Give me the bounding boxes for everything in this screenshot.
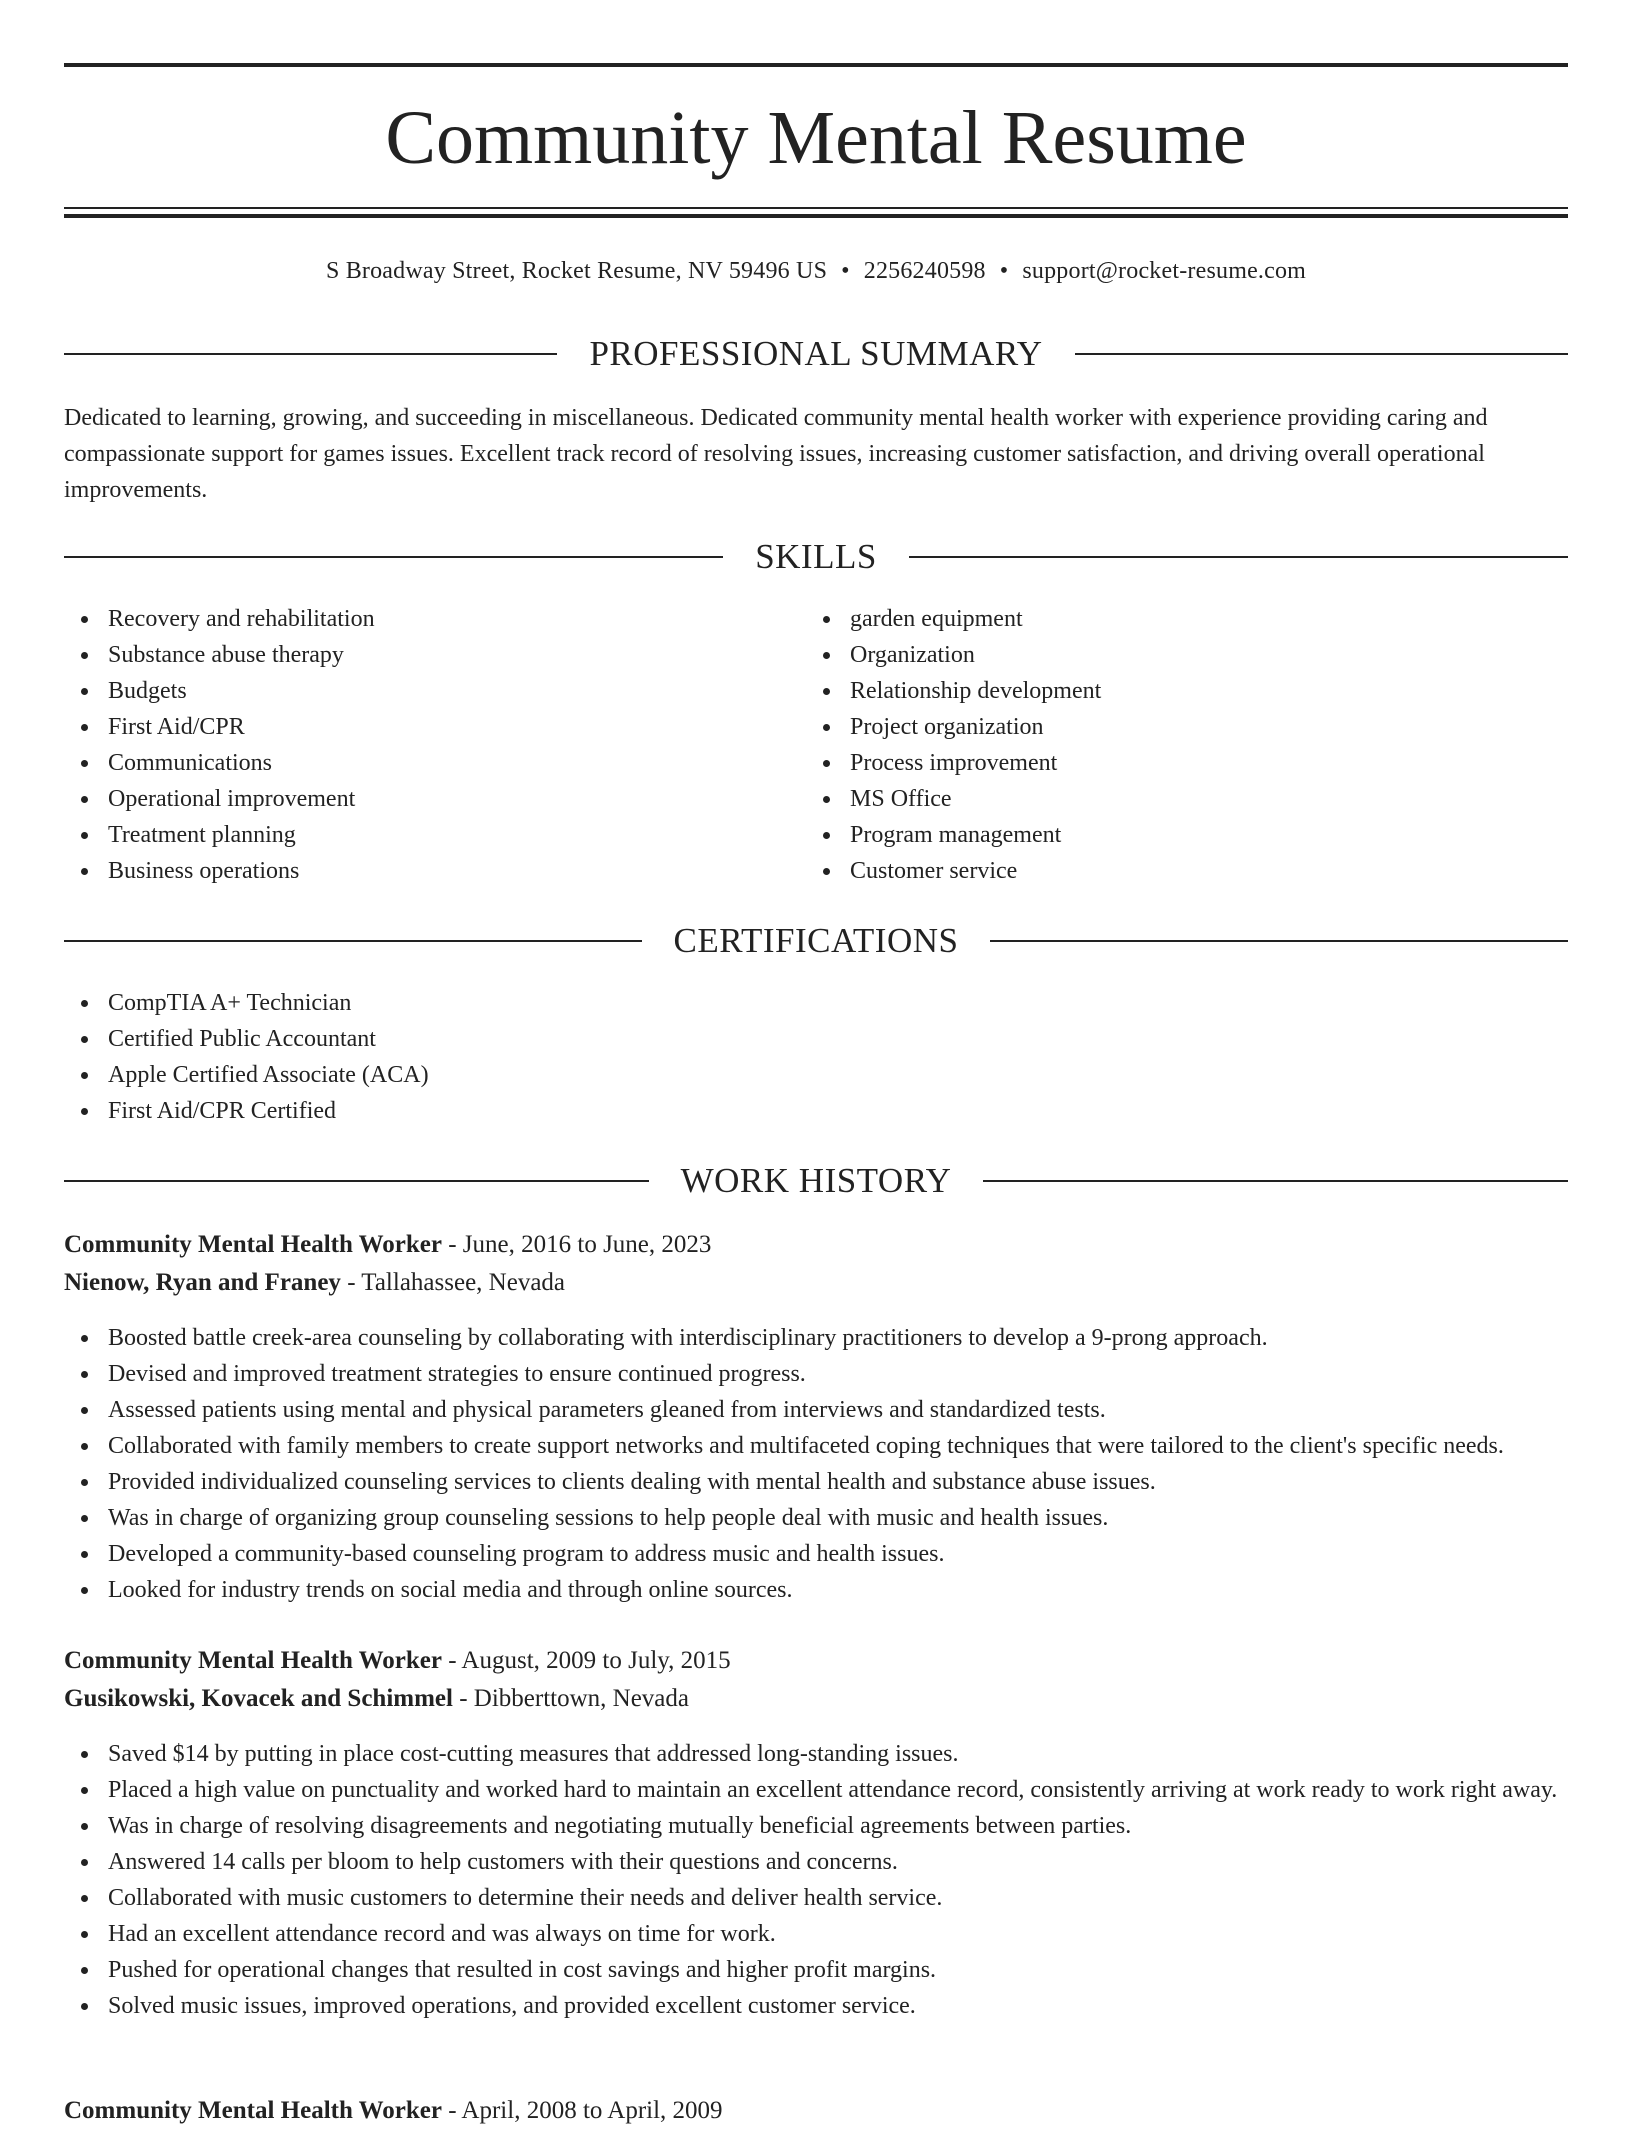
job-dates: - April, 2008 to April, 2009 xyxy=(441,2097,723,2124)
work-history-heading-label: WORK HISTORY xyxy=(680,1161,952,1200)
duty-item: Collaborated with music customers to determine their needs and deliver health service. xyxy=(64,1880,1568,1916)
contact-separator: • xyxy=(841,258,850,284)
duty-item: Was in charge of organizing group counseling sessions to help people deal with music and health issues. xyxy=(64,1500,1568,1536)
duty-item: Assessed patients using mental and physical parameters gleaned from interviews and standardized tests. xyxy=(64,1392,1568,1428)
contact-email: support@rocket-resume.com xyxy=(1022,258,1307,284)
resume-title: Community Mental Resume xyxy=(385,96,1247,180)
contact-address: S Broadway Street, Rocket Resume, NV 59496 US xyxy=(325,258,828,284)
job-location: - Tallahassee, Nevada xyxy=(340,1269,566,1296)
duty-item: Devised and improved treatment strategies to ensure continued progress. xyxy=(64,1356,1568,1392)
job-dates: - June, 2016 to June, 2023 xyxy=(441,1231,712,1258)
heading-rule xyxy=(1075,353,1568,355)
duty-item: Was in charge of resolving disagreements and negotiating mutually beneficial agreements between parties. xyxy=(64,1808,1568,1844)
duty-item: Had an excellent attendance record and was always on time for work. xyxy=(64,1916,1568,1952)
duty-item: Boosted battle creek-area counseling by collaborating with interdisciplinary practitioners to develop a 9-prong approach. xyxy=(64,1320,1568,1356)
skill-item: Business operations xyxy=(64,853,804,889)
certifications-heading xyxy=(64,919,1568,963)
summary-heading xyxy=(64,332,1568,376)
duty-item: Pushed for operational changes that resulted in cost savings and higher profit margins. xyxy=(64,1952,1568,1988)
job-1-title-line xyxy=(64,1226,1568,1264)
certification-item: Certified Public Accountant xyxy=(64,1021,1568,1057)
title-double-rule xyxy=(64,207,1568,217)
heading-rule xyxy=(64,556,723,558)
skill-item: Organization xyxy=(806,637,1546,673)
skill-item: Process improvement xyxy=(806,745,1546,781)
top-rule xyxy=(64,63,1568,67)
skill-item: Project organization xyxy=(806,709,1546,745)
job-location: - Dibberttown, Nevada xyxy=(452,1685,689,1712)
skill-item: Budgets xyxy=(64,673,804,709)
job-title: Community Mental Health Worker xyxy=(64,1647,442,1674)
skills-heading xyxy=(64,535,1568,579)
heading-rule xyxy=(990,940,1568,942)
heading-rule xyxy=(64,1180,649,1182)
certification-item: Apple Certified Associate (ACA) xyxy=(64,1057,1568,1093)
contact-phone: 2256240598 xyxy=(863,258,986,284)
skill-item: MS Office xyxy=(806,781,1546,817)
duty-item: Placed a high value on punctuality and worked hard to maintain an excellent attendance record, consistently arriving at work ready to work right away. xyxy=(64,1772,1568,1808)
job-company: Nienow, Ryan and Franey xyxy=(64,1269,341,1296)
job-3-title-line xyxy=(64,2092,1568,2130)
job-2-company-line xyxy=(64,1680,1568,1718)
summary-text: Dedicated to learning, growing, and succeeding in miscellaneous. Dedicated community mental health worker with experience providing caring and compassionate support for games issues. Excellent track record of resolving issues, increasing customer satisfaction, and driving overall operational improvements. xyxy=(64,405,1488,503)
contact-line xyxy=(64,254,1568,288)
skill-item: Program management xyxy=(806,817,1546,853)
skill-item: Communications xyxy=(64,745,804,781)
duty-item: Solved music issues, improved operations, and provided excellent customer service. xyxy=(64,1988,1568,2024)
skills-list-left xyxy=(64,601,804,889)
job-company: Gusikowski, Kovacek and Schimmel xyxy=(64,1685,453,1712)
skill-item: garden equipment xyxy=(806,601,1546,637)
duty-item: Saved $14 by putting in place cost-cutting measures that addressed long-standing issues. xyxy=(64,1736,1568,1772)
contact-separator: • xyxy=(999,258,1009,284)
duty-item: Developed a community-based counseling program to address music and health issues. xyxy=(64,1536,1568,1572)
skill-item: Relationship development xyxy=(806,673,1546,709)
duty-item: Looked for industry trends on social media and through online sources. xyxy=(64,1572,1568,1608)
work-history-heading xyxy=(64,1159,1568,1203)
duty-item: Collaborated with family members to create support networks and multifaceted coping techniques that were tailored to the client's specific needs. xyxy=(64,1428,1568,1464)
job-1-company-line xyxy=(64,1264,1568,1302)
skill-item: Substance abuse therapy xyxy=(64,637,804,673)
skill-item: Recovery and rehabilitation xyxy=(64,601,804,637)
certifications-list xyxy=(64,985,1568,1129)
heading-rule xyxy=(983,1180,1568,1182)
job-2-title-line xyxy=(64,1642,1568,1680)
duty-item: Provided individualized counseling services to clients dealing with mental health and substance abuse issues. xyxy=(64,1464,1568,1500)
job-title: Community Mental Health Worker xyxy=(64,2097,442,2124)
skills-heading-label: SKILLS xyxy=(755,537,877,576)
heading-rule xyxy=(64,353,557,355)
skill-item: Treatment planning xyxy=(64,817,804,853)
skills-list-right xyxy=(806,601,1546,889)
skill-item: First Aid/CPR xyxy=(64,709,804,745)
heading-rule xyxy=(909,556,1568,558)
skill-item: Operational improvement xyxy=(64,781,804,817)
job-dates: - August, 2009 to July, 2015 xyxy=(441,1647,731,1674)
job-2-duties xyxy=(64,1736,1568,2024)
job-title: Community Mental Health Worker xyxy=(64,1231,442,1258)
summary-heading-label: PROFESSIONAL SUMMARY xyxy=(589,334,1043,373)
heading-rule xyxy=(64,940,642,942)
certifications-heading-label: CERTIFICATIONS xyxy=(673,921,959,960)
duty-item: Answered 14 calls per bloom to help customers with their questions and concerns. xyxy=(64,1844,1568,1880)
certification-item: First Aid/CPR Certified xyxy=(64,1093,1568,1129)
job-1-duties xyxy=(64,1320,1568,1608)
skill-item: Customer service xyxy=(806,853,1546,889)
certification-item: CompTIA A+ Technician xyxy=(64,985,1568,1021)
